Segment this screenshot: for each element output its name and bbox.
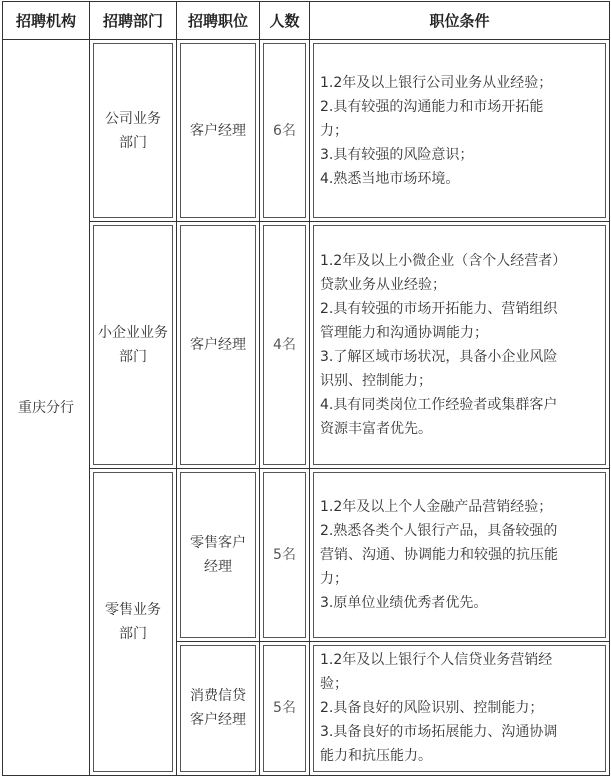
position-name: 客户经理 [190,712,246,729]
count-cell [260,641,310,775]
header-department: 招聘部门 [90,2,177,40]
conditions-list [314,648,563,768]
position-name: 客户经理 [190,122,246,139]
condition-line: 4.具有同类岗位工作经验者或集群客户 [320,397,558,414]
condition-line: 2.具有较强的沟通能力和市场开拓能 [320,98,544,115]
condition-line: 识别、控制能力； [320,373,432,390]
header-count: 人数 [260,2,310,40]
department-cell [90,222,177,469]
department-name: 部门 [119,349,147,366]
conditions-list [314,249,572,441]
position-cell [177,40,260,222]
conditions-list [314,71,558,191]
count-cell [260,40,310,222]
department-name: 部门 [119,134,147,151]
count-cell [260,222,310,469]
department-name: 零售业务 [105,602,161,619]
conditions-cell [310,641,610,775]
position-name: 经理 [204,558,232,575]
condition-line: 3.具有较强的风险意识； [320,146,474,163]
conditions-cell [310,222,610,469]
department-name: 小企业业务 [98,325,168,342]
department-cell [90,40,177,222]
department-cell [90,469,177,776]
org-cell [3,40,90,776]
recruitment-table [2,1,610,776]
condition-line: 1.2年及以上银行个人信贷业务营销经 [320,652,553,669]
count-value: 5名 [263,645,306,772]
condition-line: 3.了解区域市场状况，具备小企业风险 [320,349,558,366]
count-value: 4名 [263,225,306,465]
count-value: 6名 [263,43,306,218]
condition-line: 力； [320,570,348,587]
condition-line: 1.2年及以上个人金融产品营销经验； [320,498,553,515]
condition-line: 力； [320,122,348,139]
condition-line: 3.原单位业绩优秀者优先。 [320,594,488,611]
conditions-cell [310,40,610,222]
position-name: 客户经理 [190,337,246,354]
table-row [3,222,610,469]
condition-line: 管理能力和沟通协调能力； [320,325,488,342]
position-name: 零售客户 [190,534,246,551]
condition-line: 2.具备良好的风险识别、控制能力； [320,700,544,717]
header-row [3,2,610,40]
position-cell [177,222,260,469]
condition-line: 4.熟悉当地市场环境。 [320,170,460,187]
department-name: 部门 [119,626,147,643]
header-conditions: 职位条件 [310,2,610,40]
condition-line: 1.2年及以上银行公司业务从业经验； [320,74,553,91]
condition-line: 营销、沟通、协调能力和较强的抗压能 [320,546,558,563]
conditions-cell [310,469,610,641]
count-cell [260,469,310,641]
org-name: 重庆分行 [18,399,74,416]
condition-line: 贷款业务从业经验； [320,277,446,294]
table-row [3,469,610,641]
condition-line: 能力和抗压能力。 [320,748,432,765]
header-org: 招聘机构 [3,2,90,40]
table-row [3,40,610,222]
department-name: 公司业务 [105,110,161,127]
conditions-list [314,495,564,615]
condition-line: 验； [320,676,348,693]
position-cell [177,469,260,641]
position-cell [177,641,260,775]
condition-line: 资源丰富者优先。 [320,421,432,438]
condition-line: 2.具有较强的市场开拓能力、营销组织 [320,301,558,318]
position-name: 消费信贷 [190,688,246,705]
condition-line: 3.具备良好的市场拓展能力、沟通协调 [320,724,558,741]
condition-line: 2.熟悉各类个人银行产品，具备较强的 [320,522,558,539]
header-position: 招聘职位 [177,2,260,40]
condition-line: 1.2年及以上小微企业（含个人经营者） [320,253,567,270]
count-value: 5名 [263,472,306,637]
